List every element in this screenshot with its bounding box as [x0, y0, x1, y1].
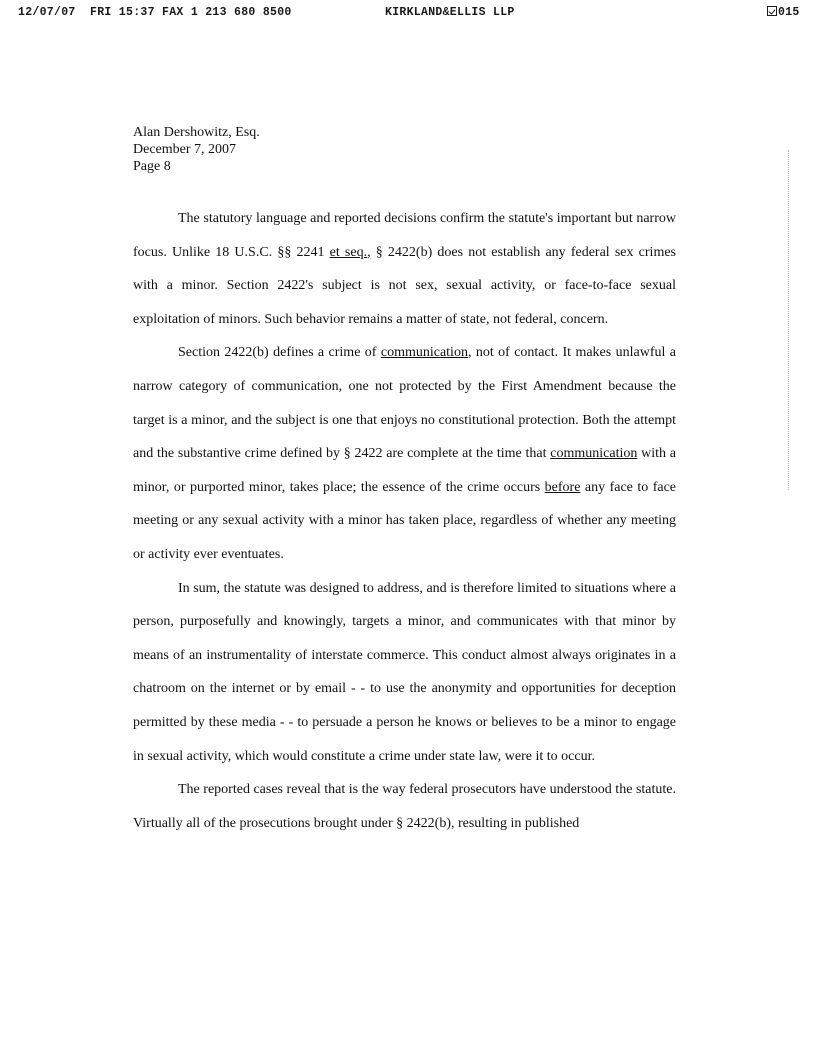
- letter-page-label: Page 8: [133, 159, 171, 174]
- fax-checkbox-icon: [767, 6, 777, 16]
- letter-header-block: [133, 124, 260, 175]
- letter-date: December 7, 2007: [133, 142, 237, 157]
- fax-page-counter: [767, 6, 800, 19]
- paragraph-text: any face to face meeting or any sexual activity with a minor has taken place, regardless of whether any meeting or activity ever eventuates.: [133, 479, 676, 562]
- fax-page-number: 015: [778, 6, 800, 19]
- paragraph-2: [133, 336, 676, 571]
- underlined-text: communication: [380, 345, 468, 361]
- underlined-text: before: [544, 479, 581, 495]
- scan-edge-artifact: [788, 150, 791, 490]
- paragraph-text: The statutory language and reported decisions confirm the statute's important but narrow focus. Unlike 18 U.S.C. §§ 2241: [133, 211, 676, 260]
- paragraph-1: [133, 202, 676, 336]
- paragraph-text: Section 2422(b) defines a crime of: [178, 345, 381, 361]
- letter-body: [133, 202, 676, 840]
- paragraph-text: with a minor, or purported minor, takes place; the essence of the crime occurs: [133, 446, 676, 495]
- paragraph-3: In sum, the statute was designed to address, and is therefore limited to situations where a person, purposefully and knowingly, targets a minor, and communicates with that minor by means of an instrumentality of interstate commerce. This conduct almost always originates in a chatroom on the internet or by email - - to use the anonymity and opportunities for deception permitted by these media - - to persuade a person he knows or believes to be a minor to engage in sexual activity, which would constitute a crime under state law, were it to occur.: [133, 580, 676, 764]
- fax-firm-name: KIRKLAND&ELLIS LLP: [385, 6, 515, 19]
- fax-header: [0, 6, 816, 22]
- fax-time-line: FRI 15:37 FAX 1 213 680 8500: [90, 6, 292, 19]
- paragraph-text: , § 2422(b) does not establish any federal sex crimes with a minor. Section 2422's subject is not sex, sexual activity, or face-to-face sexual exploitation of minors. Such behavior remains a matter of state, not federal, concern.: [133, 244, 676, 327]
- underlined-text: communication: [550, 446, 638, 462]
- underlined-text: et seq.: [329, 244, 368, 260]
- paragraph-text: , not of contact. It makes unlawful a narrow category of communication, one not protected by the First Amendment because the target is a minor, and the subject is one that enjoys no constitutional protection. Both the attempt and the substantive crime defined by § 2422 are complete at the time that: [133, 345, 676, 462]
- fax-date: 12/07/07: [18, 6, 76, 19]
- recipient-name: Alan Dershowitz, Esq.: [133, 125, 260, 140]
- paragraph-4: The reported cases reveal that is the way federal prosecutors have understood the statute. Virtually all of the prosecutions brought under § 2422(b), resulting in published: [133, 782, 676, 831]
